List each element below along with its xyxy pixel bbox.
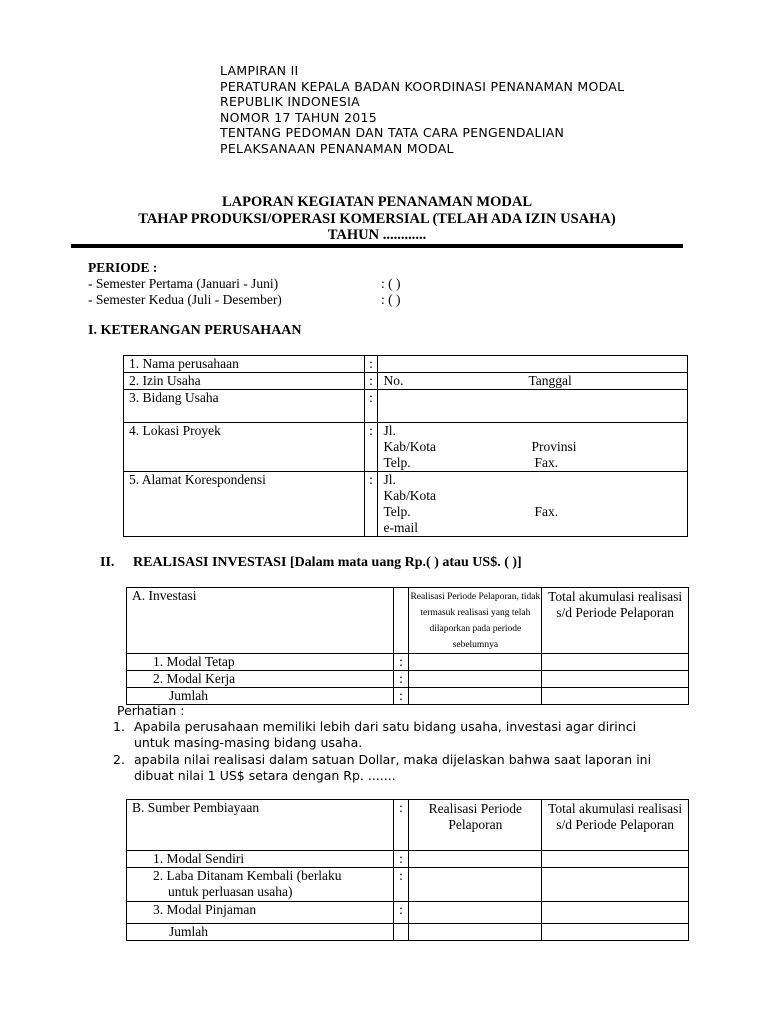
colon: : [393,800,409,851]
header-line-4: NOMOR 17 TAHUN 2015 [220,109,377,125]
jumlah-label: Jumlah [127,688,394,705]
bidang-usaha-field[interactable] [378,390,688,423]
alamat-kab-label: Kab/Kota [383,488,436,503]
alamat-email-label: e-mail [383,520,418,535]
alamat-jl-label: Jl. [383,472,396,487]
modal-sendiri-realisasi-cell[interactable] [409,851,542,868]
lokasi-telp-label: Telp. [383,455,411,470]
alamat-telp-label: Telp. [383,504,411,519]
note-2-number: 2. [113,752,125,767]
izin-usaha-field[interactable] [378,373,688,390]
header-line-5: TENTANG PEDOMAN DAN TATA CARA PENGENDALIAN [220,125,565,140]
modal-tetap-realisasi-cell[interactable] [409,654,542,671]
table-row [124,373,688,390]
colon: : [364,423,378,472]
alamat-korespondensi-field[interactable] [378,472,688,537]
izin-tanggal-label: Tanggal [528,373,572,388]
header-line-6: PELAKSANAAN PENANAMAN MODAL [220,140,454,156]
table-row [127,851,689,868]
note-1-line-1: Apabila perusahaan memiliki lebih dari satu bidang usaha, investasi agar dirinci [134,719,637,734]
modal-sendiri-label: 1. Modal Sendiri [127,851,394,868]
colon: : [393,851,409,868]
laba-ditanam-kembali-line-1: 2. Laba Ditanam Kembali (berlaku [153,868,342,883]
periode-semester-2: - Semester Kedua (Juli - Desember) [88,292,282,307]
jumlah-total-cell[interactable] [542,688,689,705]
lokasi-kab-label: Kab/Kota [383,439,436,454]
lokasi-proyek-field[interactable] [378,423,688,472]
periode-semester-1: - Semester Pertama (Januari - Juni) [88,276,279,291]
laba-ditanam-kembali-line-2: untuk perluasan usaha) [168,884,293,899]
total-akumulasi-header: Total akumulasi realisasi s/d Periode Pelaporan [542,588,689,654]
nama-perusahaan-field[interactable] [378,356,688,373]
lokasi-provinsi-label: Provinsi [531,439,577,454]
section-2-number: II. [100,555,115,570]
laba-ditanam-kembali-label [127,868,394,902]
modal-kerja-total-cell[interactable] [542,671,689,688]
realisasi-periode-header: Realisasi Periode Pelaporan [409,800,542,851]
table-row [127,924,689,941]
header-line-2: PERATURAN KEPALA BADAN KOORDINASI PENANAMAN MODAL [220,78,625,94]
modal-pinjaman-label: 3. Modal Pinjaman [127,902,394,924]
table-row [127,588,689,654]
note-1-number: 1. [113,719,125,734]
periode-semester-2-checkbox[interactable]: : ( ) [381,292,401,307]
modal-pinjaman-total-cell[interactable] [542,902,689,924]
title-rule [71,244,683,248]
section-1-heading: I. KETERANGAN PERUSAHAAN [88,323,302,338]
realisasi-periode-header: Realisasi Periode Pelaporan, tidak termasuk realisasi yang telah dilaporkan pada periode sebelumnya [409,588,542,654]
colon: : [364,390,378,423]
colon: : [393,654,409,671]
bidang-usaha-label: 3. Bidang Usaha [124,390,365,423]
investasi-header: A. Investasi [127,588,394,654]
table-row [124,390,688,423]
laba-ditanam-total-cell[interactable] [542,868,689,902]
lokasi-fax-label: Fax. [534,455,559,470]
nama-perusahaan-label: 1. Nama perusahaan [124,356,365,373]
colon: : [393,902,409,924]
report-title-line-2: TAHAP PRODUKSI/OPERASI KOMERSIAL (TELAH ADA IZIN USAHA) [138,211,616,227]
note-1-line-2: untuk masing-masing bidang usaha. [134,735,363,750]
report-title-line-1: LAPORAN KEGIATAN PENANAMAN MODAL [222,194,532,210]
izin-no-label: No. [383,373,404,388]
modal-pinjaman-realisasi-cell[interactable] [409,902,542,924]
periode-label: PERIODE : [88,260,158,275]
sumber-pembiayaan-header: B. Sumber Pembiayaan [127,800,394,851]
colon: : [364,373,378,390]
lokasi-proyek-label: 4. Lokasi Proyek [124,423,365,472]
modal-kerja-realisasi-cell[interactable] [409,671,542,688]
lokasi-jl-label: Jl. [383,423,396,438]
izin-usaha-label: 2. Izin Usaha [124,373,365,390]
jumlah-total-cell[interactable] [542,924,689,941]
table-row [127,654,689,671]
sumber-pembiayaan-table [126,799,689,941]
table-row [124,356,688,373]
note-2-line-2: dibuat nilai 1 US$ setara dengan Rp. ....... [134,768,396,783]
colon: : [364,356,378,373]
table-row [127,688,689,705]
table-row [124,423,688,472]
section-2-heading: REALISASI INVESTASI [Dalam mata uang Rp.( ) atau US$. ( )] [133,555,522,570]
table-row [127,800,689,851]
alamat-fax-label: Fax. [534,504,559,519]
laba-ditanam-realisasi-cell[interactable] [409,868,542,902]
colon: : [364,472,378,537]
report-title-line-3: TAHUN ............ [327,227,427,243]
jumlah-realisasi-cell[interactable] [409,688,542,705]
alamat-korespondensi-label: 5. Alamat Korespondensi [124,472,365,537]
colon: : [393,671,409,688]
note-2-line-1: apabila nilai realisasi dalam satuan Dollar, maka dijelaskan bahwa saat laporan ini [134,752,652,767]
table-row [127,868,689,902]
modal-sendiri-total-cell[interactable] [542,851,689,868]
investasi-table [126,587,689,705]
periode-semester-1-checkbox[interactable]: : ( ) [381,276,401,291]
modal-tetap-label: 1. Modal Tetap [127,654,394,671]
jumlah-label: Jumlah [127,924,394,941]
header-line-1: LAMPIRAN II [220,63,299,78]
colon: : [393,868,409,902]
table-row [127,902,689,924]
company-info-table [123,355,688,537]
modal-tetap-total-cell[interactable] [542,654,689,671]
notes-title: Perhatian : [117,703,185,718]
table-row [127,671,689,688]
header-line-3: REPUBLIK INDONESIA [220,94,360,109]
colon: : [393,688,409,705]
modal-kerja-label: 2. Modal Kerja [127,671,394,688]
table-row [124,472,688,537]
total-akumulasi-header: Total akumulasi realisasi s/d Periode Pelaporan [542,800,689,851]
jumlah-realisasi-cell[interactable] [409,924,542,941]
